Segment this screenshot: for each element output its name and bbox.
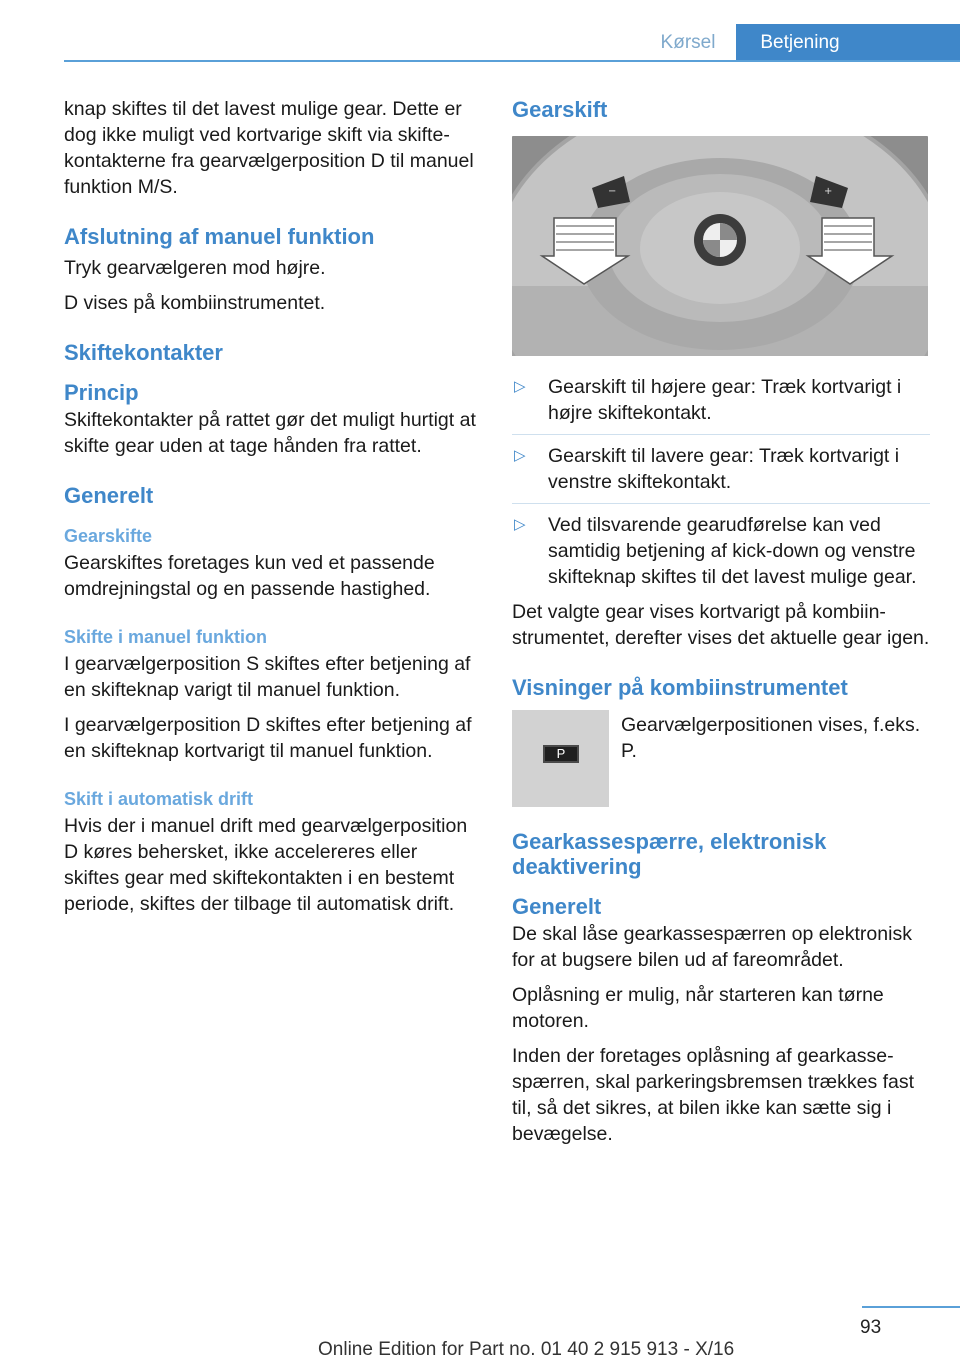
paragraph-gearskifte: Gearskiftes foretages kun ved et passende omdrejningstal og en passende hastighed. <box>64 552 435 600</box>
page-number: 93 <box>860 1317 882 1338</box>
paragraph-laase: De skal låse gearkassespærren op elektronisk for at bugsere bilen ud af fareområdet. <box>512 923 912 971</box>
list-item <box>512 374 930 435</box>
footer-rule <box>862 1306 960 1308</box>
spacer <box>64 468 476 482</box>
spacer <box>64 773 476 787</box>
tab-betjening-label: Betjening <box>760 32 840 53</box>
paragraph-manuel-s: I gearvælgerposition S skiftes efter betjening af en skifteknap varigt til manuel funktion. <box>64 653 471 701</box>
paragraph-oplaasning: Oplåsning er mulig, når starteren kan tørne motoren. <box>512 984 884 1032</box>
list-item <box>512 512 930 590</box>
tab-korsel[interactable]: Kørsel <box>660 32 716 53</box>
bullet-list <box>512 374 930 590</box>
heading-princip: Princip <box>64 380 139 405</box>
spacer <box>64 611 476 625</box>
list-item-text: Gearskift til højere gear: Træk kortvarigt i højre skiftekontakt. <box>548 376 902 424</box>
display-example-row <box>512 710 930 807</box>
heading-generelt-2: Generelt <box>512 894 602 919</box>
triangle-bullet-icon: ▷ <box>514 516 526 533</box>
heading-gearkassespaerre: Gearkassespærre, elektronisk deaktivering <box>512 829 827 879</box>
heading-generelt: Generelt <box>64 483 154 508</box>
edition-line: Online Edition for Part no. 01 40 2 915 913 - X/16 <box>318 1339 735 1360</box>
spacer <box>64 325 476 339</box>
paragraph-valgte-gear: Det valgte gear vises kortvarigt på kombiinstrumentet, derefter vises det aktuelle gear igen. <box>512 601 930 649</box>
paragraph-visninger: Gearvælgerpositionen vises, f.eks. P. <box>621 714 921 762</box>
paragraph-tryk: Tryk gearvælgeren mod højre. <box>64 257 326 279</box>
spacer <box>512 660 930 674</box>
paragraph-d-vises: D vises på kombiinstrumentet. <box>64 292 326 314</box>
steering-wheel-illustration <box>512 136 928 356</box>
steering-wheel-photo <box>512 136 928 356</box>
list-item-text: Ved tilsvarende gearudførelse kan ved samtidig betjening af kick-down og venstre skifteknap skiftes til det lavest mulige gear. <box>548 514 917 588</box>
left-column <box>64 96 476 926</box>
triangle-bullet-icon: ▷ <box>514 378 526 395</box>
heading-visninger: Visninger på kombiinstrumentet <box>512 675 848 700</box>
svg-text:+: + <box>824 186 833 197</box>
heading-skiftekontakter: Skiftekontakter <box>64 340 223 365</box>
triangle-bullet-icon: ▷ <box>514 447 526 464</box>
intro-paragraph: knap skiftes til det lavest mulige gear. Dette er dog ikke muligt ved kortvarige skift via skiftekontakterne fra gearvælgerposition D til manuel funktion M/S. <box>64 98 474 198</box>
paragraph-inden: Inden der foretages oplåsning af gearkassespærren, skal parkeringsbremsen trækkes fast til, så det sikres, at bilen ikke kan sætte sig i bevægelse. <box>512 1045 915 1145</box>
spacer <box>64 209 476 223</box>
subheading-skifte-manuel: Skifte i manuel funktion <box>64 627 268 647</box>
heading-afslutning: Afslutning af manuel funktion <box>64 224 375 249</box>
paragraph-princip: Skiftekontakter på rattet gør det muligt hurtigt at skifte gear uden at tage hånden fra rattet. <box>64 409 476 457</box>
right-column <box>512 96 930 1156</box>
list-item-text: Gearskift til lavere gear: Træk kortvarigt i venstre skiftekontakt. <box>548 445 900 493</box>
subheading-gearskifte: Gearskifte <box>64 526 153 546</box>
svg-text:−: − <box>608 186 617 197</box>
heading-gearskift: Gearskift <box>512 97 608 122</box>
header-rule <box>64 60 960 62</box>
paragraph-automatisk: Hvis der i manuel drift med gearvælgerposition D køres behersket, ikke accelereres eller skiftes gear med skiftekontakten i en bestemt periode, skiftes der tilbage til automatisk drift. <box>64 815 468 915</box>
gear-display-image <box>512 710 609 807</box>
gear-p-indicator: P <box>543 745 579 763</box>
tab-betjening[interactable] <box>736 24 960 62</box>
paragraph-manuel-d: I gearvælgerposition D skiftes efter betjening af en skifteknap kortvarigt til manuel funktion. <box>64 714 472 762</box>
list-item <box>512 443 930 504</box>
subheading-automatisk: Skift i automatisk drift <box>64 789 254 809</box>
